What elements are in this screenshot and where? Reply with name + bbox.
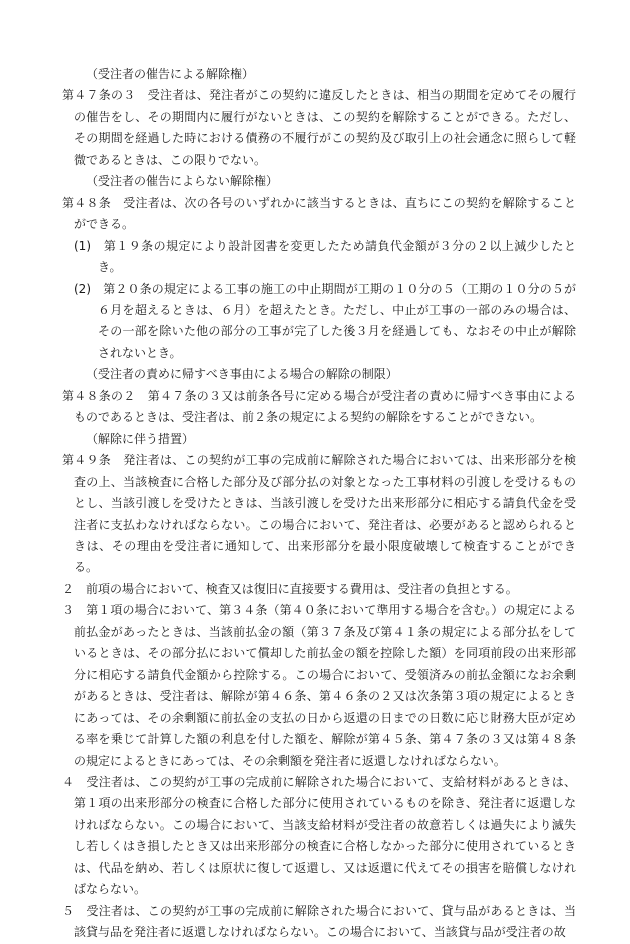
article-48-item-2: (2) 第２０条の規定による工事の施工の中止期間が工期の１０分の５（工期の１０分の５が６月を超えるときは、６月）を超えたとき。ただし、中止が工事の一部のみの場合は、その一部を除いた他の部分の工事が完了した後３月を経過しても、なおその中止が解除されないとき。 <box>74 281 576 360</box>
article-48-2: 第４８条の２ 第４７条の３又は前条各号に定める場合が受注者の責めに帰すべき事由によるものであるときは、受注者は、前２条の規定による契約の解除をすることができない。 <box>62 388 576 425</box>
article-49-paragraph-5: ５ 受注者は、この契約が工事の完成前に解除された場合において、貸与品があるときは、当該貸与品を発注者に返還しなければならない。この場合において、当該貸与品が受注者の故 <box>62 903 576 940</box>
section-heading: （受注者の催告によらない解除権） <box>86 174 279 189</box>
article-48-item-1: (1) 第１９条の規定により設計図書を変更したため請負代金額が３分の２以上減少したとき。 <box>74 238 576 275</box>
article-48: 第４８条 受注者は、次の各号のいずれかに該当するときは、直ちにこの契約を解除することができる。 <box>62 195 576 232</box>
article-47-3: 第４７条の３ 受注者は、発注者がこの契約に違反したときは、相当の期間を定めてその履行の催告をし、その期間内に履行がないときは、この契約を解除することができる。ただし、その期間を経過した時における債務の不履行がこの契約及び取引上の社会通念に照らして軽微であるときは、この限りでない。 <box>62 88 576 167</box>
article-49-paragraph-2: ２ 前項の場合において、検査又は復旧に直接要する費用は、受注者の負担とする。 <box>62 581 518 596</box>
article-49-paragraph-4: ４ 受注者は、この契約が工事の完成前に解除された場合において、支給材料があるときは、第１項の出来形部分の検査に合格した部分に使用されているものを除き、発注者に返還しなければならない。この場合において、当該支給材料が受注者の故意若しくは過失により滅失し若しくはき損したとき又は出来形部分の検査に合格しなかった部分に使用されているときは、代品を納め、若しくは原状に復して返還し、又は返還に代えてその損害を賠償しなければならない。 <box>62 774 576 897</box>
section-heading: （受注者の責めに帰すべき事由による場合の解除の制限） <box>86 367 398 382</box>
section-heading: （受注者の催告による解除権） <box>86 67 255 81</box>
section-heading: （解除に伴う措置） <box>86 431 195 446</box>
article-49-paragraph-3: ３ 第１項の場合において、第３４条（第４０条において準用する場合を含む。）の規定による前払金があったときは、当該前払金の額（第３７条及び第４１条の規定による部分払をしているときは、その部分払において償却した前払金の額を控除した額）を同項前段の出来形部分に相応する請負代金額から控除する。この場合において、受領済みの前払金額になお余剰があるときは、受注者は、解除が第４６条、第４６条の２又は次条第３項の規定によるときにあっては、その余剰額に前払金の支払の日から返還の日までの日数に応じ財務大臣が定める率を乗じて計算した額の利息を付した額を、解除が第４５条、第４７条の３又は第４８条の規定によるときにあっては、その余剰額を発注者に返還しなければならない。 <box>62 603 576 768</box>
article-49: 第４９条 発注者は、この契約が工事の完成前に解除された場合においては、出来形部分を検査の上、当該検査に合格した部分及び部分払の対象となった工事材料の引渡しを受けるものとし、当該引渡しを受けたときは、当該引渡しを受けた出来形部分に相応する請負代金を受注者に支払わなければならない。この場合において、発注者は、必要があると認められるときは、その理由を受注者に通知して、出来形部分を最小限度破壊して検査することができる。 <box>62 453 576 575</box>
